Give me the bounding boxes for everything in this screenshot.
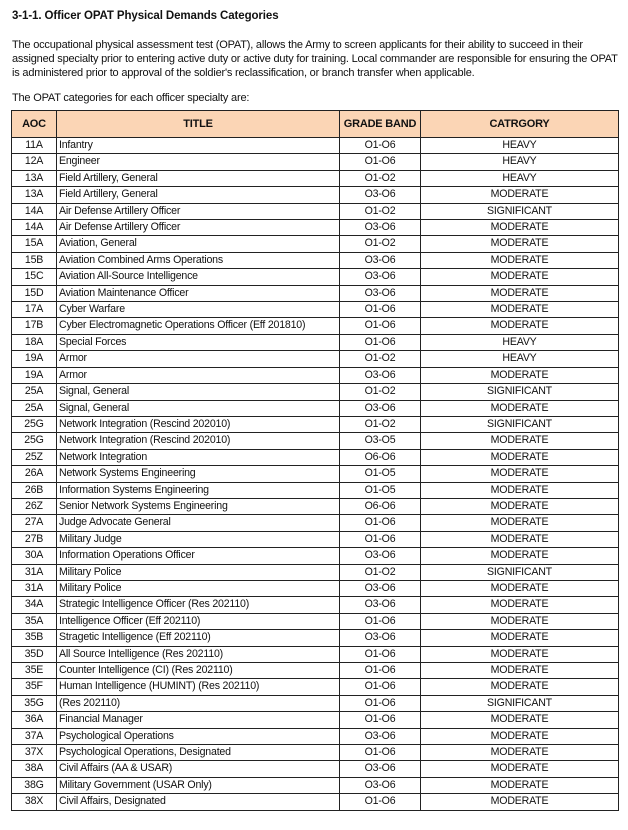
category-cell: MODERATE	[421, 597, 619, 613]
table-row	[12, 285, 619, 301]
aoc-cell: 26B	[12, 482, 57, 498]
grade-band-cell: O1-O6	[340, 679, 421, 695]
aoc-cell: 18A	[12, 334, 57, 350]
title-cell: Military Police	[57, 564, 340, 580]
title-cell: Civil Affairs (AA & USAR)	[57, 761, 340, 777]
category-cell: MODERATE	[421, 498, 619, 514]
aoc-cell: 35D	[12, 646, 57, 662]
grade-band-cell: O3-O5	[340, 433, 421, 449]
category-cell: MODERATE	[421, 663, 619, 679]
grade-band-cell: O3-O6	[340, 630, 421, 646]
grade-band-cell: O1-O5	[340, 482, 421, 498]
category-cell: MODERATE	[421, 187, 619, 203]
aoc-cell: 37X	[12, 745, 57, 761]
aoc-cell: 31A	[12, 564, 57, 580]
section-heading: 3-1-1. Officer OPAT Physical Demands Categories	[12, 10, 279, 22]
table-row	[12, 777, 619, 793]
category-cell: MODERATE	[421, 252, 619, 268]
aoc-cell: 14A	[12, 220, 57, 236]
title-cell: Military Government (USAR Only)	[57, 777, 340, 793]
category-cell: MODERATE	[421, 548, 619, 564]
aoc-cell: 26Z	[12, 498, 57, 514]
grade-band-cell: O3-O6	[340, 367, 421, 383]
title-cell: Engineer	[57, 154, 340, 170]
category-cell: SIGNIFICANT	[421, 203, 619, 219]
aoc-cell: 35F	[12, 679, 57, 695]
title-cell: Aviation All-Source Intelligence	[57, 269, 340, 285]
aoc-cell: 25G	[12, 416, 57, 432]
category-cell: MODERATE	[421, 269, 619, 285]
table-row	[12, 449, 619, 465]
category-cell: MODERATE	[421, 745, 619, 761]
table-intro: The OPAT categories for each officer specialty are:	[12, 92, 250, 104]
header-title: TITLE	[57, 111, 340, 138]
aoc-cell: 27B	[12, 531, 57, 547]
table-row	[12, 400, 619, 416]
category-cell: MODERATE	[421, 367, 619, 383]
table-row	[12, 416, 619, 432]
title-cell: Field Artillery, General	[57, 170, 340, 186]
grade-band-cell: O1-O2	[340, 416, 421, 432]
grade-band-cell: O1-O2	[340, 236, 421, 252]
aoc-cell: 12A	[12, 154, 57, 170]
table-row	[12, 515, 619, 531]
category-cell: MODERATE	[421, 400, 619, 416]
title-cell: Stragetic Intelligence (Eff 202110)	[57, 630, 340, 646]
aoc-cell: 27A	[12, 515, 57, 531]
title-cell: Infantry	[57, 138, 340, 154]
table-row	[12, 482, 619, 498]
title-cell: Network Systems Engineering	[57, 466, 340, 482]
aoc-cell: 25A	[12, 384, 57, 400]
grade-band-cell: O3-O6	[340, 400, 421, 416]
table-row	[12, 663, 619, 679]
title-cell: Financial Manager	[57, 712, 340, 728]
table-row	[12, 679, 619, 695]
grade-band-cell: O1-O6	[340, 695, 421, 711]
grade-band-cell: O1-O6	[340, 515, 421, 531]
category-cell: MODERATE	[421, 728, 619, 744]
table-row	[12, 564, 619, 580]
category-cell: MODERATE	[421, 236, 619, 252]
title-cell: Aviation Combined Arms Operations	[57, 252, 340, 268]
title-cell: Psychological Operations	[57, 728, 340, 744]
aoc-cell: 38A	[12, 761, 57, 777]
category-cell: MODERATE	[421, 613, 619, 629]
category-cell: MODERATE	[421, 761, 619, 777]
category-cell: MODERATE	[421, 433, 619, 449]
aoc-cell: 34A	[12, 597, 57, 613]
table-row	[12, 187, 619, 203]
table-row	[12, 646, 619, 662]
grade-band-cell: O3-O6	[340, 252, 421, 268]
category-cell: MODERATE	[421, 712, 619, 728]
table-row	[12, 318, 619, 334]
table-row	[12, 252, 619, 268]
grade-band-cell: O1-O2	[340, 351, 421, 367]
table-row	[12, 334, 619, 350]
grade-band-cell: O1-O6	[340, 712, 421, 728]
grade-band-cell: O1-O6	[340, 302, 421, 318]
aoc-cell: 35B	[12, 630, 57, 646]
category-cell: MODERATE	[421, 302, 619, 318]
table-row	[12, 531, 619, 547]
grade-band-cell: O1-O6	[340, 663, 421, 679]
table-row	[12, 597, 619, 613]
table-row	[12, 580, 619, 596]
aoc-cell: 36A	[12, 712, 57, 728]
grade-band-cell: O3-O6	[340, 761, 421, 777]
aoc-cell: 15A	[12, 236, 57, 252]
table-row	[12, 712, 619, 728]
table-row	[12, 498, 619, 514]
category-cell: MODERATE	[421, 449, 619, 465]
grade-band-cell: O1-O6	[340, 745, 421, 761]
title-cell: Information Systems Engineering	[57, 482, 340, 498]
aoc-cell: 25Z	[12, 449, 57, 465]
aoc-cell: 35E	[12, 663, 57, 679]
category-cell: MODERATE	[421, 220, 619, 236]
header-grade-band: GRADE BAND	[340, 111, 421, 138]
aoc-cell: 25G	[12, 433, 57, 449]
aoc-cell: 15B	[12, 252, 57, 268]
aoc-cell: 14A	[12, 203, 57, 219]
grade-band-cell: O1-O6	[340, 613, 421, 629]
grade-band-cell: O1-O2	[340, 203, 421, 219]
title-cell: Military Judge	[57, 531, 340, 547]
aoc-cell: 38X	[12, 794, 57, 810]
aoc-cell: 13A	[12, 170, 57, 186]
title-cell: Aviation Maintenance Officer	[57, 285, 340, 301]
title-cell: Air Defense Artillery Officer	[57, 203, 340, 219]
category-cell: MODERATE	[421, 531, 619, 547]
aoc-cell: 19A	[12, 367, 57, 383]
grade-band-cell: O1-O6	[340, 794, 421, 810]
grade-band-cell: O3-O6	[340, 597, 421, 613]
category-cell: HEAVY	[421, 154, 619, 170]
category-cell: MODERATE	[421, 466, 619, 482]
aoc-cell: 17A	[12, 302, 57, 318]
table-body	[12, 138, 619, 811]
category-cell: MODERATE	[421, 515, 619, 531]
table-row	[12, 761, 619, 777]
grade-band-cell: O3-O6	[340, 728, 421, 744]
table-row	[12, 269, 619, 285]
title-cell: Counter Intelligence (CI) (Res 202110)	[57, 663, 340, 679]
title-cell: All Source Intelligence (Res 202110)	[57, 646, 340, 662]
category-cell: MODERATE	[421, 630, 619, 646]
grade-band-cell: O3-O6	[340, 269, 421, 285]
title-cell: Intelligence Officer (Eff 202110)	[57, 613, 340, 629]
aoc-cell: 35A	[12, 613, 57, 629]
table-row	[12, 613, 619, 629]
grade-band-cell: O1-O2	[340, 170, 421, 186]
category-cell: HEAVY	[421, 138, 619, 154]
title-cell: Special Forces	[57, 334, 340, 350]
aoc-cell: 13A	[12, 187, 57, 203]
grade-band-cell: O1-O6	[340, 138, 421, 154]
table-row	[12, 433, 619, 449]
aoc-cell: 38G	[12, 777, 57, 793]
category-cell: HEAVY	[421, 170, 619, 186]
title-cell: Aviation, General	[57, 236, 340, 252]
title-cell: Senior Network Systems Engineering	[57, 498, 340, 514]
aoc-cell: 17B	[12, 318, 57, 334]
title-cell: Military Police	[57, 580, 340, 596]
category-cell: MODERATE	[421, 794, 619, 810]
grade-band-cell: O3-O6	[340, 220, 421, 236]
table-row	[12, 236, 619, 252]
grade-band-cell: O3-O6	[340, 187, 421, 203]
table-row	[12, 170, 619, 186]
table-row	[12, 548, 619, 564]
table-row	[12, 138, 619, 154]
grade-band-cell: O3-O6	[340, 777, 421, 793]
category-cell: SIGNIFICANT	[421, 564, 619, 580]
grade-band-cell: O1-O2	[340, 564, 421, 580]
grade-band-cell: O1-O6	[340, 531, 421, 547]
title-cell: Network Integration (Rescind 202010)	[57, 433, 340, 449]
table-row	[12, 794, 619, 810]
aoc-cell: 31A	[12, 580, 57, 596]
aoc-cell: 26A	[12, 466, 57, 482]
table-header-row	[12, 111, 619, 138]
category-cell: MODERATE	[421, 318, 619, 334]
header-aoc: AOC	[12, 111, 57, 138]
title-cell: Network Integration (Rescind 202010)	[57, 416, 340, 432]
aoc-cell: 15D	[12, 285, 57, 301]
category-cell: MODERATE	[421, 285, 619, 301]
table-row	[12, 154, 619, 170]
table-row	[12, 351, 619, 367]
category-cell: MODERATE	[421, 482, 619, 498]
category-cell: MODERATE	[421, 580, 619, 596]
grade-band-cell: O6-O6	[340, 498, 421, 514]
grade-band-cell: O1-O6	[340, 646, 421, 662]
opat-table	[11, 110, 619, 811]
table-row	[12, 728, 619, 744]
aoc-cell: 19A	[12, 351, 57, 367]
title-cell: Judge Advocate General	[57, 515, 340, 531]
aoc-cell: 30A	[12, 548, 57, 564]
table-row	[12, 745, 619, 761]
table-row	[12, 367, 619, 383]
title-cell: Field Artillery, General	[57, 187, 340, 203]
table-row	[12, 695, 619, 711]
table-row	[12, 220, 619, 236]
category-cell: SIGNIFICANT	[421, 695, 619, 711]
grade-band-cell: O1-O5	[340, 466, 421, 482]
category-cell: SIGNIFICANT	[421, 384, 619, 400]
title-cell: Armor	[57, 367, 340, 383]
title-cell: Signal, General	[57, 384, 340, 400]
aoc-cell: 25A	[12, 400, 57, 416]
grade-band-cell: O3-O6	[340, 580, 421, 596]
title-cell: Civil Affairs, Designated	[57, 794, 340, 810]
header-category: CATRGORY	[421, 111, 619, 138]
grade-band-cell: O1-O2	[340, 384, 421, 400]
grade-band-cell: O6-O6	[340, 449, 421, 465]
category-cell: MODERATE	[421, 646, 619, 662]
grade-band-cell: O1-O6	[340, 334, 421, 350]
title-cell: Cyber Electromagnetic Operations Officer (Eff 201810)	[57, 318, 340, 334]
aoc-cell: 35G	[12, 695, 57, 711]
title-cell: (Res 202110)	[57, 695, 340, 711]
title-cell: Air Defense Artillery Officer	[57, 220, 340, 236]
title-cell: Human Intelligence (HUMINT) (Res 202110)	[57, 679, 340, 695]
title-cell: Strategic Intelligence Officer (Res 202110)	[57, 597, 340, 613]
intro-paragraph: The occupational physical assessment test (OPAT), allows the Army to screen applicants for their ability to succeed in their assigned specialty prior to entering active duty or active duty for training. Local commander are responsible for ensuring the OPAT is administered prior to approval of the soldier's reclassification, or branch transfer when applicable.	[12, 39, 618, 79]
category-cell: HEAVY	[421, 334, 619, 350]
grade-band-cell: O3-O6	[340, 285, 421, 301]
title-cell: Information Operations Officer	[57, 548, 340, 564]
category-cell: MODERATE	[421, 777, 619, 793]
table-row	[12, 384, 619, 400]
category-cell: HEAVY	[421, 351, 619, 367]
table-row	[12, 302, 619, 318]
grade-band-cell: O1-O6	[340, 154, 421, 170]
table-row	[12, 466, 619, 482]
title-cell: Cyber Warfare	[57, 302, 340, 318]
table-row	[12, 630, 619, 646]
aoc-cell: 37A	[12, 728, 57, 744]
table-row	[12, 203, 619, 219]
aoc-cell: 15C	[12, 269, 57, 285]
grade-band-cell: O3-O6	[340, 548, 421, 564]
grade-band-cell: O1-O6	[340, 318, 421, 334]
title-cell: Network Integration	[57, 449, 340, 465]
title-cell: Signal, General	[57, 400, 340, 416]
title-cell: Psychological Operations, Designated	[57, 745, 340, 761]
aoc-cell: 11A	[12, 138, 57, 154]
title-cell: Armor	[57, 351, 340, 367]
category-cell: MODERATE	[421, 679, 619, 695]
category-cell: SIGNIFICANT	[421, 416, 619, 432]
